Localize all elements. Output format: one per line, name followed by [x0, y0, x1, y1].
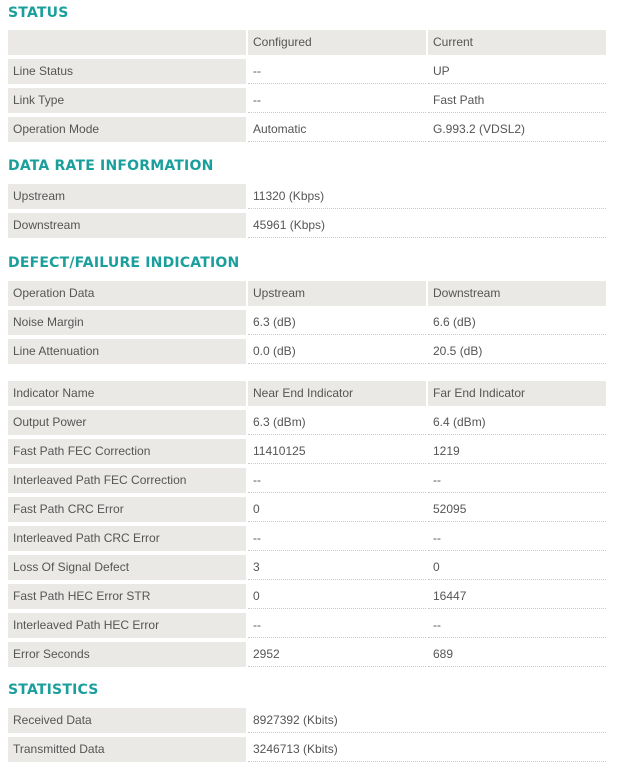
table-row — [8, 737, 606, 766]
data-rate-section-title: DATA RATE INFORMATION — [8, 158, 214, 174]
row-value-downstream: 6.6 (dB) — [428, 310, 606, 335]
row-value-far-end: 0 — [428, 555, 606, 580]
row-label: Operation Mode — [8, 117, 246, 142]
statistics-section-title: STATISTICS — [8, 682, 99, 698]
row-label: Fast Path FEC Correction — [8, 439, 246, 464]
row-label: Output Power — [8, 410, 246, 435]
row-label: Received Data — [8, 708, 246, 733]
header-upstream: Upstream — [248, 281, 426, 306]
row-value-downstream: 20.5 (dB) — [428, 339, 606, 364]
row-value: 3246713 (Kbits) — [248, 737, 606, 762]
table-row — [8, 708, 606, 737]
operation-data-header-row — [8, 281, 606, 310]
row-value-near-end: -- — [248, 613, 426, 638]
table-row — [8, 642, 606, 671]
row-label: Noise Margin — [8, 310, 246, 335]
table-row — [8, 468, 606, 497]
row-value-upstream: 0.0 (dB) — [248, 339, 426, 364]
row-value-configured: -- — [248, 88, 426, 113]
table-row — [8, 613, 606, 642]
row-value-current: Fast Path — [428, 88, 606, 113]
row-value-current: UP — [428, 59, 606, 84]
row-label: Interleaved Path FEC Correction — [8, 468, 246, 493]
row-value-far-end: 689 — [428, 642, 606, 667]
indicator-header-row — [8, 381, 606, 410]
status-header-current: Current — [428, 30, 606, 55]
defect-section-title: DEFECT/FAILURE INDICATION — [8, 255, 240, 271]
row-value-upstream: 6.3 (dB) — [248, 310, 426, 335]
table-row — [8, 439, 606, 468]
status-section-title: STATUS — [8, 5, 69, 21]
row-label: Transmitted Data — [8, 737, 246, 762]
status-header-blank — [8, 30, 246, 55]
row-value: 45961 (Kbps) — [248, 213, 606, 238]
table-row — [8, 497, 606, 526]
status-table — [8, 30, 606, 146]
header-indicator-name: Indicator Name — [8, 381, 246, 406]
header-operation-data: Operation Data — [8, 281, 246, 306]
table-row — [8, 59, 606, 88]
row-value-near-end: 0 — [248, 584, 426, 609]
row-value-far-end: -- — [428, 468, 606, 493]
row-value-far-end: 1219 — [428, 439, 606, 464]
table-row — [8, 526, 606, 555]
data-rate-table — [8, 184, 606, 242]
row-label: Upstream — [8, 184, 246, 209]
status-header-row — [8, 30, 606, 59]
row-label: Fast Path CRC Error — [8, 497, 246, 522]
row-value: 11320 (Kbps) — [248, 184, 606, 209]
indicator-table — [8, 381, 606, 671]
table-row — [8, 410, 606, 439]
header-downstream: Downstream — [428, 281, 606, 306]
row-label: Downstream — [8, 213, 246, 238]
table-row — [8, 310, 606, 339]
row-value-far-end: 16447 — [428, 584, 606, 609]
row-value-near-end: 3 — [248, 555, 426, 580]
statistics-table — [8, 708, 606, 766]
row-label: Line Status — [8, 59, 246, 84]
header-near-end: Near End Indicator — [248, 381, 426, 406]
row-label: Loss Of Signal Defect — [8, 555, 246, 580]
row-value-configured: Automatic — [248, 117, 426, 142]
row-value-far-end: 6.4 (dBm) — [428, 410, 606, 435]
row-label: Fast Path HEC Error STR — [8, 584, 246, 609]
row-label: Interleaved Path CRC Error — [8, 526, 246, 551]
row-value-far-end: 52095 — [428, 497, 606, 522]
table-row — [8, 584, 606, 613]
status-header-configured: Configured — [248, 30, 426, 55]
row-value-near-end: -- — [248, 468, 426, 493]
header-far-end: Far End Indicator — [428, 381, 606, 406]
row-label: Error Seconds — [8, 642, 246, 667]
table-row — [8, 117, 606, 146]
row-value-near-end: 0 — [248, 497, 426, 522]
table-row — [8, 555, 606, 584]
table-row — [8, 339, 606, 368]
row-value-far-end: -- — [428, 613, 606, 638]
row-value-near-end: -- — [248, 526, 426, 551]
table-row — [8, 184, 606, 213]
row-label: Line Attenuation — [8, 339, 246, 364]
row-value-far-end: -- — [428, 526, 606, 551]
table-row — [8, 88, 606, 117]
table-row — [8, 213, 606, 242]
row-value-configured: -- — [248, 59, 426, 84]
operation-data-table — [8, 281, 606, 368]
row-value-near-end: 2952 — [248, 642, 426, 667]
row-label: Interleaved Path HEC Error — [8, 613, 246, 638]
row-value-near-end: 6.3 (dBm) — [248, 410, 426, 435]
row-value: 8927392 (Kbits) — [248, 708, 606, 733]
row-value-near-end: 11410125 — [248, 439, 426, 464]
row-value-current: G.993.2 (VDSL2) — [428, 117, 606, 142]
row-label: Link Type — [8, 88, 246, 113]
